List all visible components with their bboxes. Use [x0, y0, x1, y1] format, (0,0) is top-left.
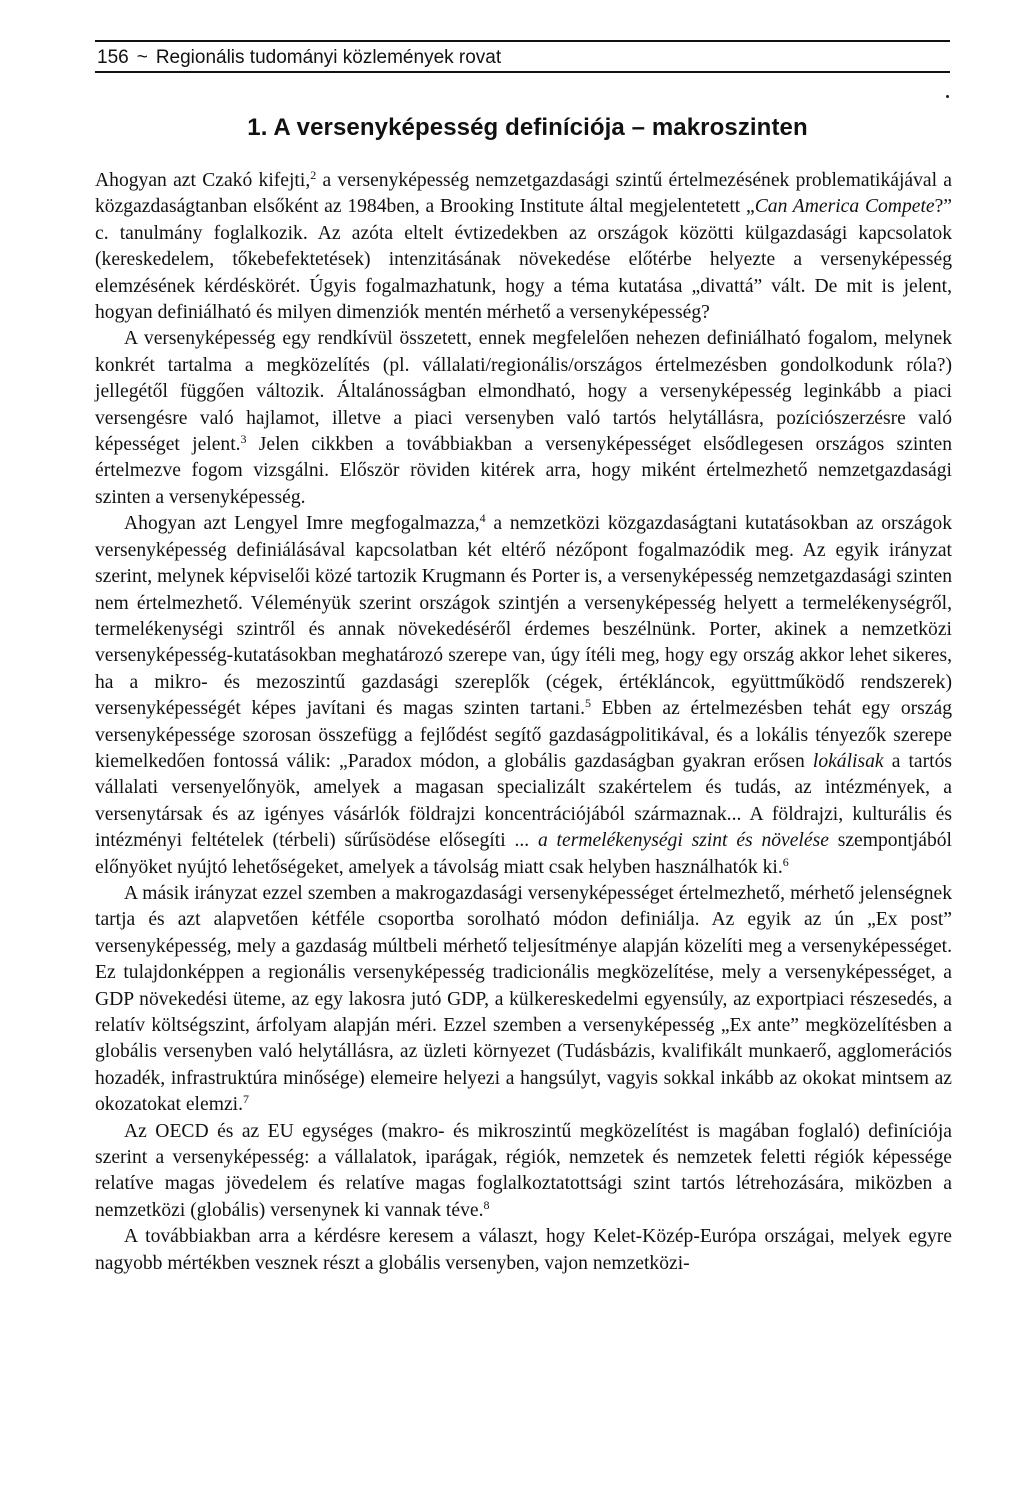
footnote-ref: 3	[240, 432, 247, 447]
text-run: Ahogyan azt Czakó kifejti,	[95, 170, 311, 191]
text-run: A versenyképesség egy rendkívül összetett, ennek megfelelően nehezen definiálható fogalom, melynek konkrét tartalma a megközelítés (pl. vállalati/regionális/országos értelmezésben gondolkodunk róla?) jellegétől függően változik. Általánosságban elmondható, hogy a versenyképesség leginkább a piaci versengésre való hajlamot, illetve a piaci versenyben való tartós helytállásra, pozíciószerzésre való képességet jelent.	[95, 328, 952, 456]
text-run: szempontjából előnyöket nyújtó lehetőségeket, amelyek a távolság miatt csak helyben használhatók ki.	[95, 830, 952, 878]
running-title: Regionális tudományi közlemények rovat	[155, 46, 502, 68]
paragraph	[95, 168, 952, 326]
paragraph	[95, 1119, 952, 1225]
italic-text: Can America Compete	[754, 196, 935, 218]
italic-text: lokálisak	[812, 750, 884, 772]
text-run: a nemzetközi közgazdaságtani kutatásokban az országok versenyképesség definiálásával kapcsolatban két eltérő nézőpont fogalmazódik meg. Az egyik irányzat szerint, melynek képviselői közé tartozik Krugmann és Porter is, a versenyképesség nemzetgazdasági szinten nem értelmezhető. Véleményük szerint országok szintjén a versenyképesség helyett a termelékenységről, termelékenységi szintről és annak növekedéséről érdemes beszélnünk. Porter, akinek a nemzetközi versenyképesség-kutatásokban meghatározó szerepe van, úgy ítéli meg, hogy egy ország akkor lehet sikeres, ha a mikro- és mezoszintű gazdasági szereplők (cégek, értékláncok, együttműködő rendszerek) versenyképességét képes javítani és magas szinten tartani.	[95, 513, 952, 720]
footnote-ref: 4	[479, 511, 486, 526]
text-run: a versenyképesség nemzetgazdasági szintű értelmezésének problematikájával a közgazdaságtanban elsőként az 1984ben, a Brooking Institute által megjelentetett „	[95, 170, 952, 218]
running-header	[95, 40, 950, 73]
paragraph	[95, 511, 952, 881]
section-title: 1. A versenyképesség definíciója – makroszinten	[247, 114, 808, 141]
text-run: Ahogyan azt Lengyel Imre megfogalmazza,	[124, 513, 480, 535]
header-separator: ~	[136, 46, 148, 68]
text-run: A továbbiakban arra a kérdésre keresem a választ, hogy Kelet-Közép-Európa országai, melyek egyre nagyobb mértékben vesznek részt a globális versenyben, vajon nemzetközi-	[95, 1226, 952, 1274]
text-run: A másik irányzat ezzel szemben a makrogazdasági versenyképességet értelmezhető, mérhető jelenségnek tartja és azt alapvetően kétféle csoportba sorolható módon definiálja. Az egyik az ún „Ex post” versenyképesség, mely a gazdaság múltbeli mérhető teljesítménye alapján közelíti meg a versenyképességet. Ez tulajdonképpen a regionális versenyképesség tradicionális megközelítése, mely a versenyképességet, a GDP növekedési üteme, az egy lakosra jutó GDP, a külkereskedelmi egyensúly, az exportpiaci részesedés, a relatív költségszint, árfolyam alapján méri. Ezzel szemben a versenyképesség „Ex ante” megközelítésben a globális versenyben való helytállásra, az üzleti környezet (Tudásbázis, kvalifikált munkaerő, agglomerációs hozadék, infrastruktúra minősége) elemeire helyezi a hangsúlyt, vagyis sokkal inkább az okokat mintsem az okozatokat elemzi.	[95, 882, 952, 1116]
paragraph	[95, 881, 952, 1119]
text-run: ?” c. tanulmány foglalkozik. Az azóta eltelt évtizedekben az országok közötti külgazdasági kapcsolatok (kereskedelem, tőkebefektetések) intenzitásának növekedése előtérbe helyezte a versenyképesség elemzésének kérdéskörét. Úgyis fogalmazhatunk, hogy a téma kutatása „divattá” vált. De mit is jelent, hogyan definiálható és milyen dimenziók mentén mérhető a versenyképesség?	[95, 196, 952, 324]
text-run: Ebben az értelmezésben tehát egy ország versenyképessége szorosan összefügg a fejlődést segítő gazdaságpolitikával, és a lokális tényezők szerepe kiemelkedően fontossá válik: „Paradox módon, a globális gazdaságban gyakran erősen	[95, 698, 952, 772]
text-run: a tartós vállalati versenyelőnyök, amelyek a magasan specializált szakértelem és tudás, az intézmények, a versenytársak és az igényes vásárlók földrajzi koncentrációjából származnak... A földrajzi, kulturális és intézményi feltételek (térbeli) sűrűsödése elősegíti ...	[95, 750, 952, 852]
italic-text: a termelékenységi szint és növelése	[537, 830, 829, 852]
body-text	[95, 168, 952, 1277]
paragraph	[95, 1224, 952, 1277]
footnote-ref: 8	[483, 1197, 490, 1212]
text-run: Az OECD és az EU egységes (makro- és mikroszintű megközelítést is magában foglaló) definíciója szerint a versenyképesség: a vállalatok, iparágak, régiók, nemzetek és nemzetek feletti régiók képessége relatíve magas jövedelem és relatíve magas foglalkoztatottsági szint tartós létrehozására, miközben a nemzetközi (globális) versenynek ki vannak téve.	[95, 1120, 952, 1221]
footnote-ref: 2	[310, 168, 317, 182]
footnote-ref: 6	[782, 854, 789, 869]
page-number: 156	[97, 46, 129, 68]
paragraph	[95, 326, 952, 511]
document-page	[95, 40, 952, 1277]
footnote-ref: 5	[585, 696, 591, 711]
footnote-ref: 7	[242, 1092, 249, 1107]
text-run: Jelen cikkben a továbbiakban a versenyképességet elsődlegesen országos szinten értelmezve fogom vizsgálni. Először röviden kitérek arra, hogy miként értelmezhető nemzetgazdasági szinten a versenyképesség.	[95, 434, 952, 508]
